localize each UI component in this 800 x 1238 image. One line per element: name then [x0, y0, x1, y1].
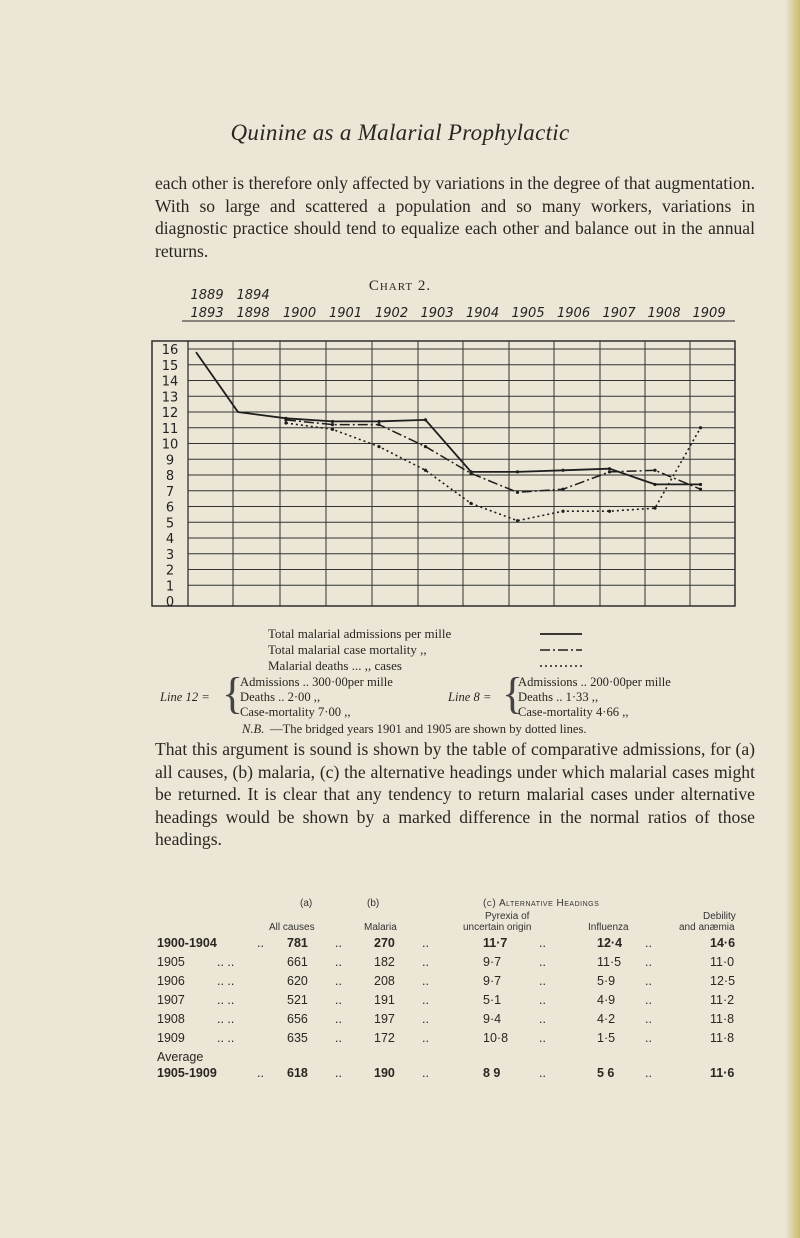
x-tick-label: 1905: [511, 306, 545, 321]
row-value: 182: [374, 955, 395, 969]
row-leader: .. ..: [217, 1012, 235, 1026]
y-tick-label: 13: [161, 390, 179, 406]
series-line-2: [286, 420, 701, 492]
line-12-row-1: Admissions .. 300·00per mille: [240, 675, 393, 689]
row-value: 4·2: [597, 1012, 616, 1026]
row-value: 11·8: [710, 1031, 735, 1045]
y-tick-label: 1: [165, 579, 175, 595]
row-value: 11·2: [710, 993, 735, 1007]
row-year: 1907: [157, 993, 185, 1007]
series-point: [561, 510, 564, 513]
brace-left: {: [222, 669, 244, 718]
x-tick-label: 1900: [283, 306, 317, 321]
row-leader: ..: [335, 955, 342, 969]
y-tick-label: 6: [165, 500, 175, 516]
y-tick-label: 12: [161, 406, 179, 421]
row-year: 1909: [157, 1031, 185, 1045]
row-value: 635: [287, 1031, 308, 1045]
series-point: [653, 506, 656, 509]
x-tick-label: 1906: [557, 306, 591, 321]
x-tick-label: 1907: [602, 306, 636, 321]
row-value: 12·4: [597, 936, 623, 950]
average-year: 1905-1909: [157, 1066, 217, 1080]
x-tick-label: 1908: [647, 306, 681, 321]
row-leader: ..: [335, 1066, 342, 1080]
series-point: [377, 423, 380, 426]
row-leader: ..: [539, 1066, 546, 1080]
row-leader: ..: [422, 974, 429, 988]
row-value: 656: [287, 1012, 308, 1026]
series-point: [284, 418, 287, 421]
col-head-influenza: Influenza: [588, 922, 629, 933]
average-value: 11·6: [710, 1066, 735, 1080]
group-label-a: (a): [300, 898, 313, 909]
row-leader: ..: [645, 1012, 652, 1026]
group-label-c: (c) Alternative Headings: [483, 898, 600, 909]
x-tick-label: 1898: [236, 306, 270, 321]
row-leader: .. ..: [217, 974, 235, 988]
series-point: [424, 418, 427, 421]
row-value: 5·1: [483, 993, 502, 1007]
y-tick-label: 16: [161, 343, 179, 358]
row-leader: ..: [335, 1031, 342, 1045]
series-point: [699, 426, 702, 429]
row-leader: ..: [539, 993, 546, 1007]
row-leader: ..: [335, 936, 342, 950]
series-point: [561, 469, 564, 472]
line-8-row-3: Case-mortality 4·66 ,,: [518, 705, 629, 719]
average-label: Average: [157, 1050, 204, 1064]
row-value: 4·9: [597, 993, 616, 1007]
line-8-row-2: Deaths .. 1·33 ,,: [518, 690, 599, 704]
average-value: 190: [374, 1066, 395, 1080]
row-leader: ..: [539, 974, 546, 988]
line-12-row-3: Case-mortality 7·00 ,,: [240, 705, 351, 719]
series-point: [377, 420, 380, 423]
line-8-row-1: Admissions .. 200·00per mille: [518, 675, 671, 689]
nb-note: —The bridged years 1901 and 1905 are shown by dotted lines.: [270, 722, 587, 736]
row-year: 1906: [157, 974, 185, 988]
y-tick-label: 5: [165, 516, 175, 532]
y-tick-label: 14: [161, 374, 179, 390]
series-point: [284, 421, 287, 424]
col-head-all-causes: All causes: [269, 922, 315, 933]
series-point: [331, 423, 334, 426]
y-tick-label: 15: [161, 358, 179, 374]
row-leader: ..: [645, 1066, 652, 1080]
row-leader: ..: [422, 1012, 429, 1026]
y-tick-label: 2: [165, 563, 175, 579]
y-tick-label: 0: [165, 595, 175, 610]
legend-entry-admissions: Total malarial admissions per mille: [268, 626, 452, 641]
series-point: [516, 519, 519, 522]
series-point: [561, 488, 564, 491]
row-leader: ..: [645, 974, 652, 988]
row-value: 191: [374, 993, 395, 1007]
row-value: 620: [287, 974, 308, 988]
average-value: 618: [287, 1066, 308, 1080]
series-point: [699, 483, 702, 486]
brace-right: {: [502, 669, 524, 718]
row-value: 661: [287, 955, 308, 969]
row-leader: ..: [645, 1031, 652, 1045]
legend-entry-deaths: Malarial deaths ... ,, cases: [268, 658, 402, 673]
col-head-debility-2: and anæmia: [679, 922, 735, 933]
row-leader: ..: [257, 1066, 264, 1080]
row-value: 12·5: [710, 974, 736, 988]
line-12-label: Line 12 =: [160, 690, 210, 704]
row-value: 5·9: [597, 974, 616, 988]
x-tick-label: 1893: [190, 306, 224, 321]
y-tick-label: 4: [165, 532, 175, 547]
col-head-malaria: Malaria: [364, 922, 397, 933]
y-tick-label: 9: [165, 453, 175, 469]
row-leader: ..: [539, 1031, 546, 1045]
x-tick-label-top: 1889: [190, 288, 224, 303]
row-value: 172: [374, 1031, 395, 1045]
series-point: [653, 483, 656, 486]
col-head-debility-1: Debility: [703, 911, 736, 922]
x-tick-label: 1901: [329, 306, 363, 321]
y-tick-label: 7: [165, 484, 175, 500]
row-leader: ..: [539, 955, 546, 969]
row-value: 11·8: [710, 1012, 735, 1026]
line-8-label: Line 8 =: [448, 690, 492, 704]
row-leader: ..: [422, 1066, 429, 1080]
series-point: [331, 420, 334, 423]
x-tick-label: 1909: [692, 306, 726, 321]
row-leader: ..: [645, 993, 652, 1007]
row-leader: ..: [539, 936, 546, 950]
series-point: [469, 502, 472, 505]
series-point: [653, 469, 656, 472]
row-leader: .. ..: [217, 993, 235, 1007]
x-tick-label: 1903: [420, 306, 454, 321]
series-point: [608, 467, 611, 470]
row-leader: ..: [422, 955, 429, 969]
row-leader: ..: [422, 993, 429, 1007]
series-point: [516, 470, 519, 473]
row-leader: ..: [645, 936, 652, 950]
running-head: Quinine as a Malarial Prophylactic: [230, 120, 570, 145]
x-tick-label: 1904: [466, 306, 500, 321]
row-value: 1·5: [597, 1031, 616, 1045]
row-year: 1905: [157, 955, 185, 969]
average-value: 5 6: [597, 1066, 615, 1080]
nb-prefix: N.B.: [242, 722, 265, 736]
row-value: 14·6: [710, 936, 736, 950]
row-value: 11·5: [597, 955, 622, 969]
series-point: [331, 428, 334, 431]
row-value: 10·8: [483, 1031, 509, 1045]
y-tick-label: 11: [161, 421, 179, 437]
paragraph-2: That this argument is sound is shown by the table of comparative admissions, for (a) all causes, (b) malaria, (c) the alternative headings under which malarial cases might be returned. It is clear that any tendency to return malarial cases under alternative headings would be shown by a marked difference in the normal ratios of those headings.: [155, 739, 755, 850]
row-leader: ..: [539, 1012, 546, 1026]
series-point: [424, 469, 427, 472]
series-line-1: [196, 352, 701, 484]
row-leader: ..: [335, 993, 342, 1007]
col-head-pyrexia-1: Pyrexia of: [485, 911, 530, 922]
row-value: 197: [374, 1012, 395, 1026]
row-value: 270: [374, 936, 395, 950]
series-point: [424, 445, 427, 448]
row-value: 9·4: [483, 1012, 502, 1026]
series-point: [699, 488, 702, 491]
group-label-b: (b): [367, 898, 380, 909]
row-leader: ..: [422, 936, 429, 950]
x-tick-label: 1902: [375, 306, 409, 321]
series-point: [516, 491, 519, 494]
col-head-pyrexia-2: uncertain origin: [463, 922, 532, 933]
row-value: 781: [287, 936, 308, 950]
row-value: 11·0: [710, 955, 735, 969]
y-tick-label: 10: [161, 437, 179, 453]
y-tick-label: 3: [165, 547, 175, 563]
series-point: [377, 445, 380, 448]
row-leader: ..: [645, 955, 652, 969]
row-leader: ..: [422, 1031, 429, 1045]
x-tick-label-top: 1894: [236, 288, 270, 303]
row-value: 9·7: [483, 974, 502, 988]
row-leader: ..: [257, 936, 264, 950]
series-point: [608, 510, 611, 513]
row-year: 1900-1904: [157, 936, 217, 950]
legend-entry-mortality: Total malarial case mortality ,,: [268, 642, 427, 657]
row-value: 9·7: [483, 955, 502, 969]
row-leader: ..: [335, 1012, 342, 1026]
row-leader: .. ..: [217, 1031, 235, 1045]
row-leader: .. ..: [217, 955, 235, 969]
series-point: [469, 472, 472, 475]
chart-title: Chart 2.: [368, 278, 432, 294]
row-leader: ..: [335, 974, 342, 988]
row-value: 208: [374, 974, 395, 988]
row-value: 521: [287, 993, 308, 1007]
paragraph-1: each other is therefore only affected by variations in the degree of that augmentation. With so large and scattered a population and so many workers, variations in diagnostic practice should tend to equalize each other and balance out in the annual returns.: [155, 173, 755, 261]
series-point: [608, 470, 611, 473]
y-tick-label: 8: [165, 469, 175, 484]
row-year: 1908: [157, 1012, 185, 1026]
line-12-row-2: Deaths .. 2·00 ,,: [240, 690, 321, 704]
row-value: 11·7: [483, 936, 508, 950]
average-value: 8 9: [483, 1066, 501, 1080]
